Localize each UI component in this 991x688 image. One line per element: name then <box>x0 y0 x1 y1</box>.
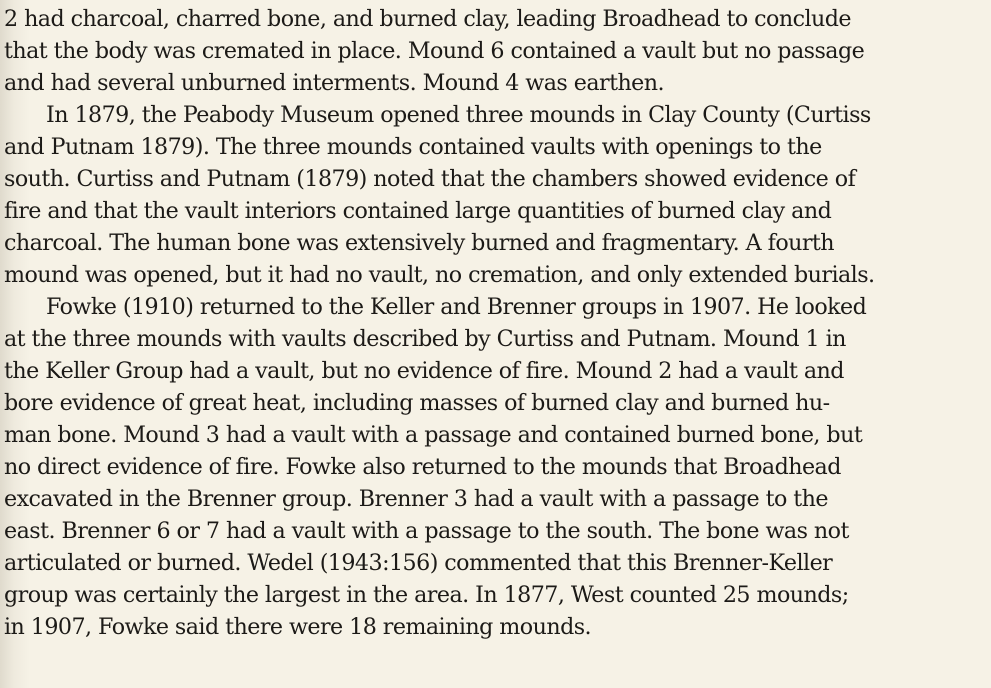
text-line: at the three mounds with vaults described by Curtiss and Putnam. Mound 1 in <box>4 326 846 352</box>
text-line: in 1907, Fowke said there were 18 remaining mounds. <box>4 614 592 640</box>
text-line: fire and that the vault interiors contained large quantities of burned clay and <box>4 198 832 224</box>
text-line: east. Brenner 6 or 7 had a vault with a passage to the south. The bone was not <box>4 518 849 544</box>
text-line: group was certainly the largest in the area. In 1877, West counted 25 mounds; <box>4 582 849 608</box>
text-line: man bone. Mound 3 had a vault with a passage and contained burned bone, but <box>4 422 863 448</box>
text-line: mound was opened, but it had no vault, no cremation, and only extended burials. <box>4 262 875 288</box>
text-line: and had several unburned interments. Mound 4 was earthen. <box>4 70 665 96</box>
text-line: and Putnam 1879). The three mounds contained vaults with openings to the <box>4 134 822 160</box>
text-line: Fowke (1910) returned to the Keller and Brenner groups in 1907. He looked <box>46 294 867 320</box>
text-line: articulated or burned. Wedel (1943:156) commented that this Brenner-Keller <box>4 550 833 576</box>
text-line: bore evidence of great heat, including masses of burned clay and burned hu- <box>4 390 830 416</box>
text-line: that the body was cremated in place. Mound 6 contained a vault but no passage <box>4 38 865 64</box>
text-line: south. Curtiss and Putnam (1879) noted that the chambers showed evidence of <box>4 166 856 192</box>
text-line: In 1879, the Peabody Museum opened three mounds in Clay County (Curtiss <box>46 102 871 128</box>
text-line: no direct evidence of fire. Fowke also returned to the mounds that Broadhead <box>4 454 841 480</box>
text-line: charcoal. The human bone was extensively burned and fragmentary. A fourth <box>4 230 835 256</box>
text-line: the Keller Group had a vault, but no evidence of fire. Mound 2 had a vault and <box>4 358 844 384</box>
text-line: 2 had charcoal, charred bone, and burned clay, leading Broadhead to conclude <box>4 6 851 32</box>
text-line: excavated in the Brenner group. Brenner 3 had a vault with a passage to the <box>4 486 828 512</box>
